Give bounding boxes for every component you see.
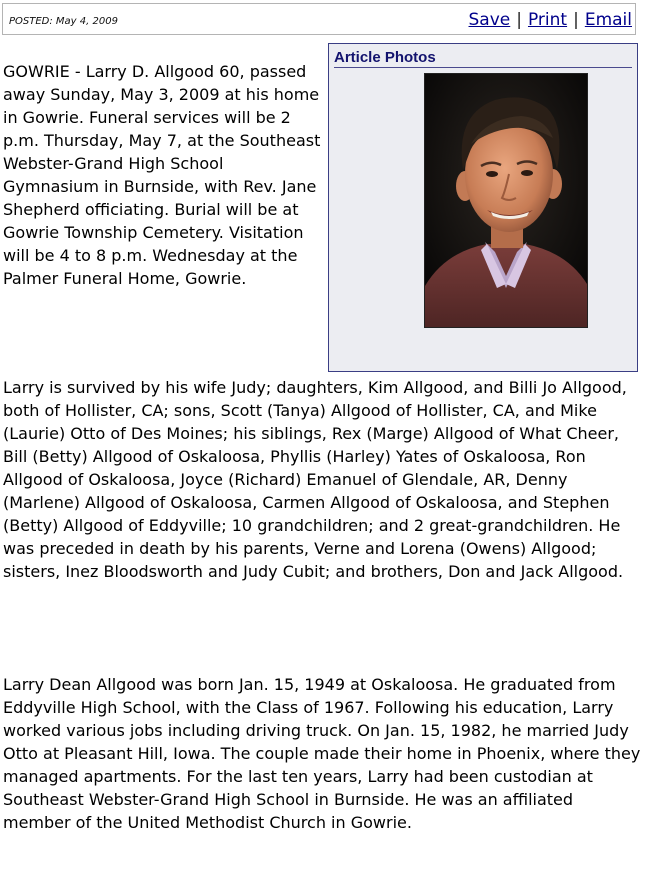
portrait-photo[interactable] xyxy=(424,73,588,328)
portrait-illustration xyxy=(425,74,587,327)
link-separator: | xyxy=(573,10,579,30)
posted-date: POSTED: May 4, 2009 xyxy=(9,16,118,27)
article-paragraph-2: Larry is survived by his wife Judy; daughters, Kim Allgood, and Billi Jo Allgood, both of Hollister, CA; sons, Scott (Tanya) Allgood of Hollister, CA, and Mike (Laurie) Otto of Des Moines; his siblings, Rex (Marge) Allgood of What Cheer, Bill (Betty) Allgood of Oskaloosa, Phyllis (Harley) Yates of Oskaloosa, Ron Allgood of Oskaloosa, Joyce (Richard) Emanuel of Glendale, AR, Denny (Marlene) Allgood of Oskaloosa, Carmen Allgood of Oskaloosa, and Stephen (Betty) Allgood of Eddyville; 10 grandchildren; and 2 great-grandchildren. He was preceded in death by his parents, Verne and Lorena (Owens) Allgood; sisters, Inez Bloodsworth and Judy Cubit; and brothers, Don and Jack Allgood. xyxy=(3,378,627,581)
article-actions xyxy=(469,10,632,30)
article-photos-title: Article Photos xyxy=(334,49,632,68)
article-paragraph-1: GOWRIE - Larry D. Allgood 60, passed away Sunday, May 3, 2009 at his home in Gowrie. Funeral services will be 2 p.m. Thursday, May 7, at the Southeast Webster-Grand High School Gymnasium in Burnside, with Rev. Jane Shepherd officiating. Burial will be at Gowrie Township Cemetery. Visitation will be 4 to 8 p.m. Wednesday at the Palmer Funeral Home, Gowrie. xyxy=(3,62,321,288)
print-link[interactable]: Print xyxy=(527,10,568,30)
email-link[interactable]: Email xyxy=(584,10,632,30)
article-paragraph-3: Larry Dean Allgood was born Jan. 15, 1949 at Oskaloosa. He graduated from Eddyville High School, with the Class of 1967. Following his education, Larry worked various jobs including driving truck. On Jan. 15, 1982, he married Judy Otto at Pleasant Hill, Iowa. The couple made their home in Phoenix, where they managed apartments. For the last ten years, Larry had been custodian at Southeast Webster-Grand High School in Burnside. He was an affiliated member of the United Methodist Church in Gowrie. xyxy=(3,675,641,832)
save-link[interactable]: Save xyxy=(468,10,511,30)
link-separator: | xyxy=(516,10,522,30)
article-toolbar xyxy=(2,3,636,35)
article-photos-panel xyxy=(328,43,638,372)
